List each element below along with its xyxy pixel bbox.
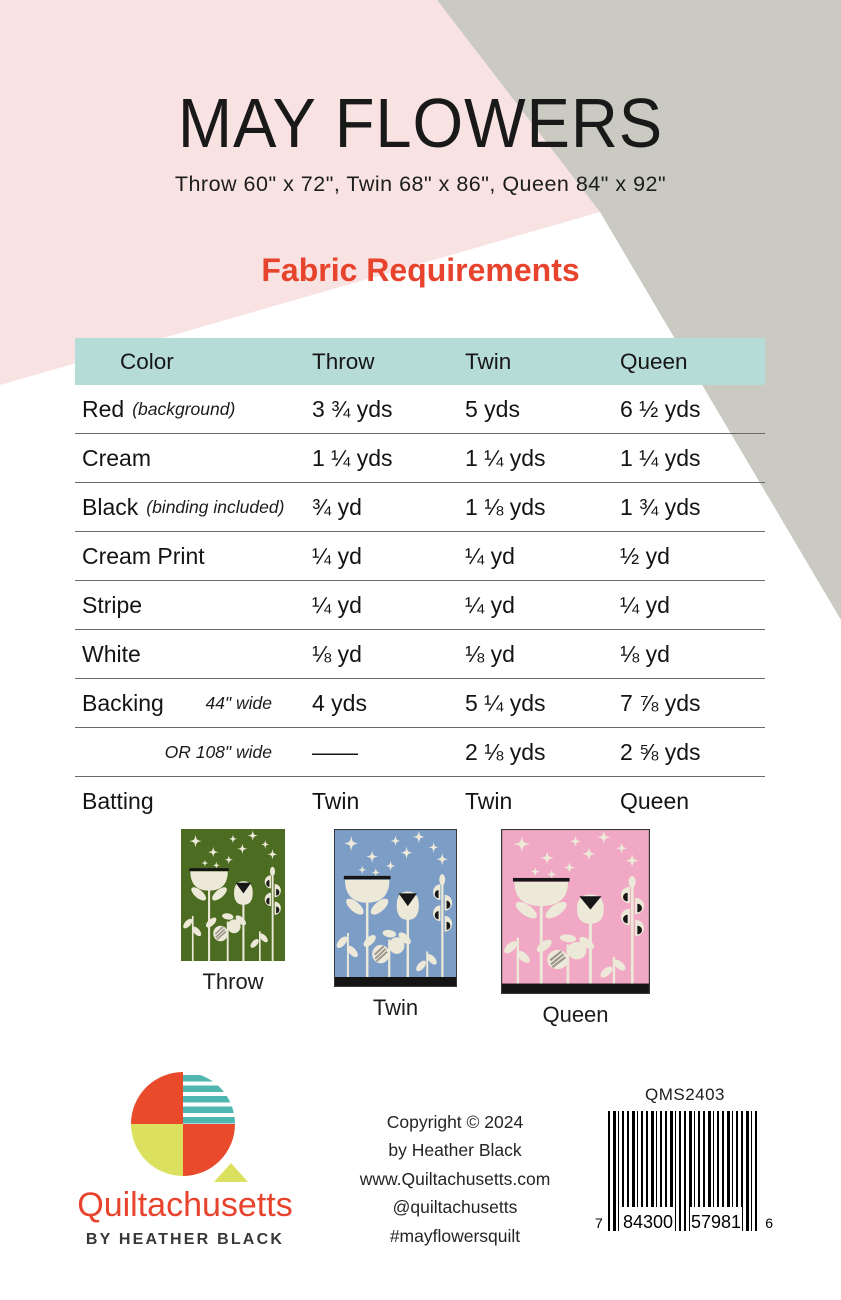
throw-yardage: —— bbox=[312, 738, 358, 765]
queen-yardage: ⅛ yd bbox=[620, 640, 670, 667]
fabric-name: Black bbox=[82, 493, 139, 520]
quilt-art bbox=[181, 829, 285, 961]
table-row bbox=[75, 483, 765, 532]
table-row bbox=[75, 434, 765, 483]
logo-quadrant-topleft bbox=[131, 1072, 183, 1124]
fabric-label-cell bbox=[82, 483, 308, 531]
twin-yardage: Twin bbox=[465, 787, 513, 814]
logo-stripes-quadrant bbox=[183, 1075, 235, 1124]
col-header-queen: Queen bbox=[620, 349, 688, 374]
table-row bbox=[75, 679, 765, 728]
table-header-row bbox=[75, 338, 765, 385]
quilt-preview bbox=[181, 829, 285, 995]
twin-yardage: 5 ¼ yds bbox=[465, 689, 546, 716]
quiltachusetts-logo bbox=[126, 1071, 252, 1185]
quilt-art bbox=[334, 829, 457, 987]
logo-quadrant-bottomleft bbox=[131, 1124, 183, 1176]
fabric-note: 44" wide bbox=[205, 692, 272, 713]
fabric-name: Backing bbox=[82, 689, 164, 716]
queen-yardage: 7 ⅞ yds bbox=[620, 689, 701, 716]
throw-yardage: Twin bbox=[312, 787, 360, 814]
throw-yardage: ⅛ yd bbox=[312, 640, 362, 667]
table-row bbox=[75, 630, 765, 679]
throw-yardage: 1 ¼ yds bbox=[312, 444, 393, 471]
quilt-size-label: Queen bbox=[542, 1002, 609, 1027]
quilt-size-label: Twin bbox=[372, 995, 419, 1020]
fabric-label-cell bbox=[82, 581, 308, 629]
twin-yardage: ¼ yd bbox=[465, 542, 515, 569]
copyright-line: @quiltachusetts bbox=[392, 1197, 518, 1218]
table-row bbox=[75, 532, 765, 581]
fabric-label-cell bbox=[82, 777, 308, 825]
table-row bbox=[75, 385, 765, 434]
fabric-name: Batting bbox=[82, 787, 154, 814]
upc-digit-left: 7 bbox=[595, 1215, 603, 1231]
quilt-preview bbox=[334, 829, 457, 1021]
table-body bbox=[75, 385, 765, 825]
fabric-label-cell bbox=[82, 385, 308, 433]
queen-yardage: 1 ¾ yds bbox=[620, 493, 701, 520]
upc-barcode bbox=[608, 1111, 758, 1231]
upc-digits-group1: 84300 bbox=[622, 1207, 674, 1231]
quilt-preview bbox=[501, 829, 650, 1028]
col-header-twin: Twin bbox=[465, 349, 512, 374]
twin-yardage: 1 ¼ yds bbox=[465, 444, 546, 471]
fabric-label-cell bbox=[82, 630, 308, 678]
barcode-block bbox=[595, 1085, 775, 1231]
upc-digits-group2: 57981 bbox=[690, 1207, 742, 1231]
fabric-name: Stripe bbox=[82, 591, 143, 618]
twin-yardage: ¼ yd bbox=[465, 591, 515, 618]
copyright-line: #mayflowersquilt bbox=[389, 1225, 521, 1246]
throw-yardage: ¼ yd bbox=[312, 542, 362, 569]
logo-q-tail bbox=[214, 1163, 248, 1182]
copyright-block bbox=[315, 1108, 595, 1250]
fabric-name: Cream Print bbox=[82, 542, 205, 569]
table-row bbox=[75, 581, 765, 630]
fabric-requirements-table bbox=[75, 338, 765, 825]
fabric-name: White bbox=[82, 640, 141, 667]
copyright-line: www.Quiltachusetts.com bbox=[359, 1168, 551, 1189]
sku-code: QMS2403 bbox=[644, 1085, 726, 1104]
col-header-throw: Throw bbox=[312, 349, 375, 374]
upc-digit-right: 6 bbox=[765, 1215, 773, 1231]
size-subtitle: Throw 60" x 72", Twin 68" x 86", Queen 84" x 92" bbox=[174, 172, 667, 196]
table-row bbox=[75, 728, 765, 777]
table-row bbox=[75, 777, 765, 825]
copyright-line: Copyright © 2024 bbox=[386, 1112, 524, 1132]
brand-name: Quiltachusetts bbox=[77, 1186, 293, 1224]
quilt-size-label: Throw bbox=[202, 969, 264, 994]
col-header-color: Color bbox=[120, 349, 174, 374]
copyright-line: by Heather Black bbox=[388, 1140, 522, 1161]
quilt-binding-strip bbox=[501, 984, 650, 994]
twin-yardage: ⅛ yd bbox=[465, 640, 515, 667]
fabric-note: OR 108" wide bbox=[164, 741, 272, 762]
page-title: MAY FLOWERS bbox=[177, 84, 664, 162]
throw-yardage: 3 ¾ yds bbox=[312, 395, 393, 422]
queen-yardage: ½ yd bbox=[620, 542, 670, 569]
queen-yardage: 1 ¼ yds bbox=[620, 444, 701, 471]
fabric-note: (binding included) bbox=[146, 496, 285, 517]
quilt-binding-strip bbox=[334, 977, 457, 987]
brand-byline: BY HEATHER BLACK bbox=[85, 1231, 285, 1248]
twin-yardage: 2 ⅛ yds bbox=[465, 738, 546, 765]
queen-yardage: Queen bbox=[620, 787, 690, 814]
fabric-label-cell bbox=[82, 532, 308, 580]
fabric-name: Red bbox=[82, 395, 125, 422]
queen-yardage: 6 ½ yds bbox=[620, 395, 701, 422]
queen-yardage: ¼ yd bbox=[620, 591, 670, 618]
section-heading: Fabric Requirements bbox=[261, 252, 580, 288]
fabric-name: Cream bbox=[82, 444, 152, 471]
fabric-label-cell bbox=[82, 434, 308, 482]
throw-yardage: ¼ yd bbox=[312, 591, 362, 618]
throw-yardage: 4 yds bbox=[312, 689, 367, 716]
fabric-label-cell bbox=[82, 679, 308, 727]
queen-yardage: 2 ⅝ yds bbox=[620, 738, 701, 765]
twin-yardage: 5 yds bbox=[465, 395, 520, 422]
fabric-label-cell bbox=[82, 728, 308, 776]
fabric-note: (background) bbox=[132, 398, 236, 419]
throw-yardage: ¾ yd bbox=[312, 493, 362, 520]
quilt-art bbox=[501, 829, 650, 994]
twin-yardage: 1 ⅛ yds bbox=[465, 493, 546, 520]
